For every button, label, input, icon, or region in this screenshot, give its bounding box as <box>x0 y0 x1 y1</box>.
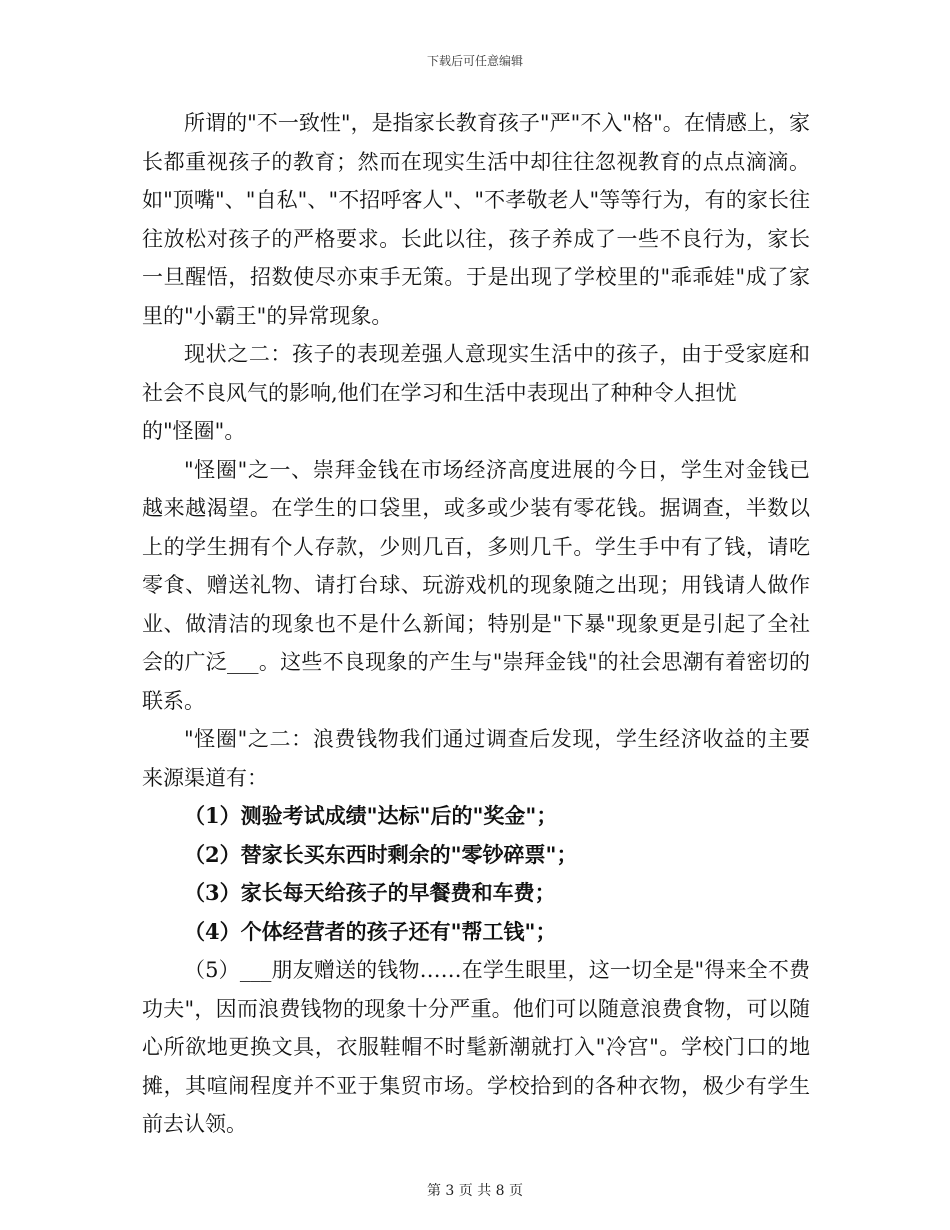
list-item-1: （1）测验考试成绩"达标"后的"奖金"； <box>184 803 558 828</box>
paragraph-status-two: 现状之二：孩子的表现差强人意现实生活中的孩子，由于受家庭和社会不良风气的影响,他们在学习和生活中表现出了种种令人担忧 <box>142 342 810 405</box>
list-item-5-paragraph: （5）___朋友赠送的钱物……在学生眼里，这一切全是"得来全不费功夫"，因而浪费钱物的现象十分严重。他们可以随意浪费食物，可以随心所欲地更换文具，衣服鞋帽不时髦新潮就打入"冷宫"。学校门口的地摊，其喧闹程度并不亚于集贸市场。学校拾到的各种衣物，极少有学生前去认领。 <box>142 958 810 1136</box>
paragraph-circle-two: "怪圈"之二：浪费钱物我们通过调查后发现，学生经济收益的主要来源渠道有： <box>142 727 810 790</box>
paragraph-circle-one: "怪圈"之一、崇拜金钱在市场经济高度进展的今日，学生对金钱已越来越渴望。在学生的口袋里，或多或少装有零花钱。据调查，半数以上的学生拥有个人存款，少则几百，多则几千。学生手中有了钱，请吃零食、赠送礼物、请打台球、玩游戏机的现象随之出现；用钱请人做作业、做清洁的现象也不是什么新闻；特别是"下暴"现象更是引起了全社会的广泛___。这些不良现象的产生与"崇拜金钱"的社会思潮有着密切的联系。 <box>142 457 810 713</box>
list-item-2: （2）替家长买东西时剩余的"零钞碎票"； <box>184 841 578 867</box>
paragraph-status-two-continued: 的"怪圈"。 <box>142 419 246 443</box>
document-body <box>142 104 810 1144</box>
page-footer: 第 3 页 共 8 页 <box>426 1183 524 1199</box>
page-header: 下载后可任意编辑 <box>426 54 523 68</box>
list-item-3: （3）家长每天给孩子的早餐费和车费； <box>184 880 556 905</box>
list-item-4: （4）个体经营者的孩子还有"帮工钱"； <box>184 918 557 944</box>
paragraph-inconsistency: 所谓的"不一致性"，是指家长教育孩子"严"不入"格"。在情感上，家长都重视孩子的教育；然而在现实生活中却往往忽视教育的点点滴滴。如"顶嘴"、"自私"、"不招呼客人"、"不孝敬老人"等等行为，有的家长往往放松对孩子的严格要求。长此以往，孩子养成了一些不良行为，家长一旦醒悟，招数使尽亦束手无策。于是出现了学校里的"乖乖娃"成了家里的"小霸王"的异常现象。 <box>142 111 810 328</box>
